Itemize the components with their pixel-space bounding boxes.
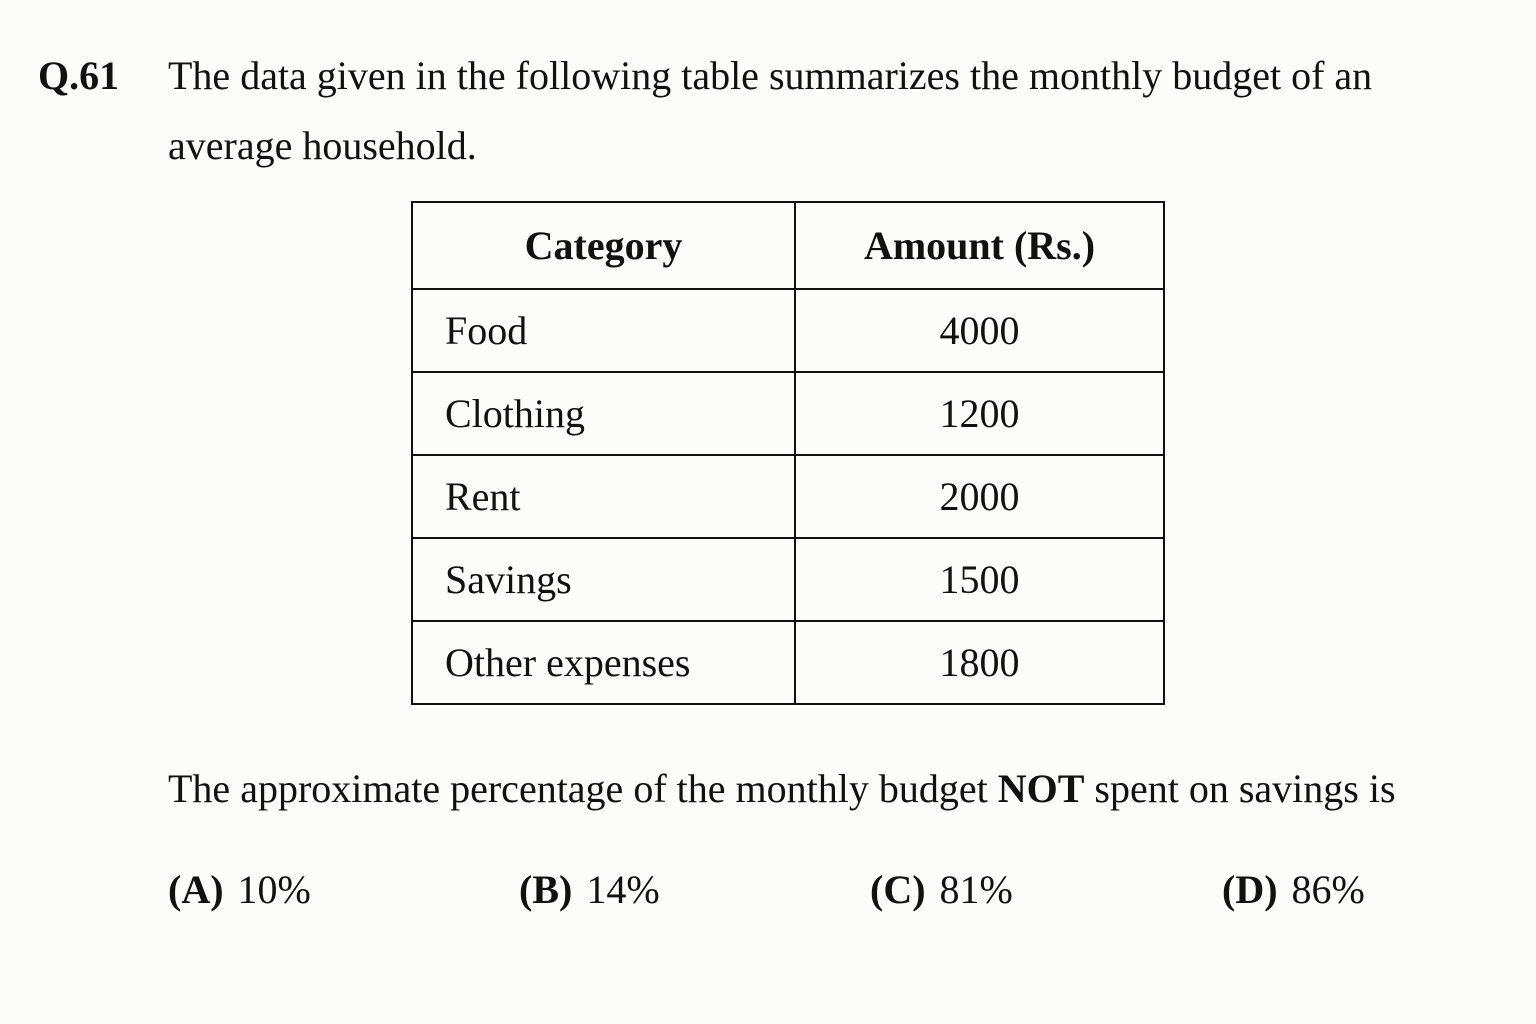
question-stem — [168, 52, 1468, 170]
amount-cell: 4000 — [795, 289, 1164, 372]
table-row — [412, 621, 1164, 704]
option-value: 10% — [237, 867, 311, 912]
option-value: 86% — [1291, 867, 1365, 912]
question-prompt — [168, 765, 1396, 813]
category-cell: Rent — [412, 455, 795, 538]
table-row — [412, 372, 1164, 455]
table-row — [412, 289, 1164, 372]
option-c[interactable] — [870, 866, 1013, 914]
prompt-text-after: spent on savings is — [1084, 766, 1396, 811]
header-category: Category — [412, 202, 795, 289]
option-label: (D) — [1222, 867, 1278, 912]
category-cell: Food — [412, 289, 795, 372]
table-header-row — [412, 202, 1164, 289]
amount-cell: 1500 — [795, 538, 1164, 621]
option-label: (A) — [168, 867, 224, 912]
budget-table — [411, 201, 1165, 705]
option-b[interactable] — [519, 866, 660, 914]
question-stem-line-2: average household. — [168, 123, 477, 168]
amount-cell: 1200 — [795, 372, 1164, 455]
table-row — [412, 455, 1164, 538]
option-a[interactable] — [168, 866, 311, 914]
header-amount: Amount (Rs.) — [795, 202, 1164, 289]
option-value: 81% — [939, 867, 1013, 912]
option-d[interactable] — [1222, 866, 1365, 914]
category-cell: Clothing — [412, 372, 795, 455]
option-label: (B) — [519, 867, 573, 912]
prompt-emphasis: NOT — [997, 766, 1085, 811]
amount-cell: 1800 — [795, 621, 1164, 704]
question-number: Q.61 — [38, 53, 120, 98]
category-cell: Savings — [412, 538, 795, 621]
table-row — [412, 538, 1164, 621]
amount-cell: 2000 — [795, 455, 1164, 538]
category-cell: Other expenses — [412, 621, 795, 704]
option-label: (C) — [870, 867, 926, 912]
option-value: 14% — [586, 867, 660, 912]
question-stem-line-1: The data given in the following table summarizes the monthly budget of an — [168, 53, 1373, 98]
prompt-text-before: The approximate percentage of the monthly budget — [168, 766, 998, 811]
